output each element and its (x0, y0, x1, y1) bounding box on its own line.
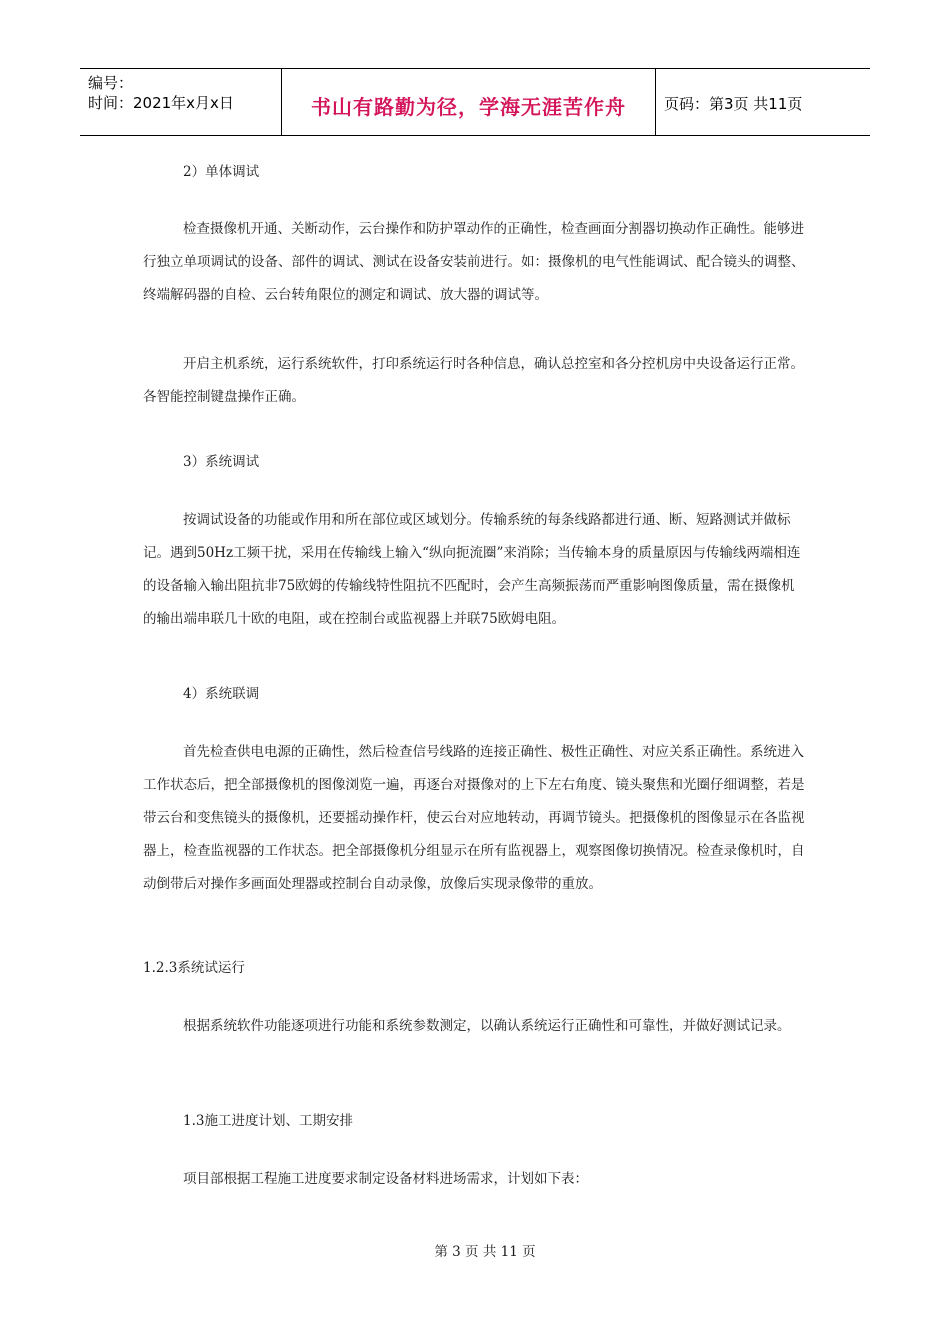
document-number-label: 编号： (88, 74, 134, 92)
section-heading-schedule: 1.3施工进度计划、工期安排 (183, 1113, 353, 1129)
header-meta (80, 69, 282, 135)
paragraph-joint-test-details: 首先检查供电电源的正确性，然后检查信号线路的连接正确性、极性正确性、对应关系正确性。系统进入工作状态后，把全部摄像机的图像浏览一遍，再逐台对摄像对的上下左右角度、镜头聚焦和光圈仔细调整，若是带云台和变焦镜头的摄像机，还要摇动操作杆，使云台对应地转动，再调节镜头。把摄像机的图像显示在各监视器上，检查监视器的工作状态。把全部摄像机分组显示在所有监视器上，观察图像切换情况。检查录像机时，自动倒带后对操作多画面处理器或控制台自动录像，放像后实现录像带的重放。 (143, 744, 805, 892)
header-page-info: 页码：第3页 共11页 (664, 94, 803, 113)
paragraph-unit-test-details: 检查摄像机开通、关断动作，云台操作和防护罩动作的正确性，检查画面分割器切换动作正确性。能够进行独立单项调试的设备、部件的调试、测试在设备安装前进行。如：摄像机的电气性能调试、配合镜头的调整、终端解码器的自检、云台转角限位的测定和调试、放大器的调试等。 (143, 221, 805, 303)
paragraph-system-test-details: 按调试设备的功能或作用和所在部位或区域划分。传输系统的每条线路都进行通、断、短路测试并做标记。遇到50Hz工频干扰，采用在传输线上输入“纵向扼流圈”来消除；当传输本身的质量原因与传输线两端相连的设备输入输出阻抗非75欧姆的传输线特性阻抗不匹配时，会产生高频振荡而严重影响图像质量，需在摄像机的输出端串联几十欧的电阻，或在控制台或监视器上并联75欧姆电阻。 (143, 512, 801, 627)
section-heading-trial-run: 1.2.3系统试运行 (143, 960, 245, 976)
page-header (80, 68, 870, 136)
paragraph-schedule-intro: 项目部根据工程施工进度要求制定设备材料进场需求，计划如下表： (183, 1171, 588, 1187)
paragraph-host-system: 开启主机系统，运行系统软件，打印系统运行时各种信息，确认总控室和各分控机房中央设备运行正常。各智能控制键盘操作正确。 (143, 356, 804, 405)
section-heading-unit-test: 2）单体调试 (183, 164, 260, 180)
header-motto: 书山有路勤为径，学海无涯苦作舟 (282, 69, 656, 135)
paragraph-trial-run-details: 根据系统软件功能逐项进行功能和系统参数测定，以确认系统运行正确性和可靠性，并做好测试记录。 (183, 1018, 791, 1034)
section-heading-system-test: 3）系统调试 (183, 454, 260, 470)
document-time-label: 时间：2021年x月x日 (88, 94, 234, 112)
section-heading-joint-test: 4）系统联调 (183, 686, 260, 702)
page-footer: 第 3 页 共 11 页 (434, 1244, 536, 1260)
